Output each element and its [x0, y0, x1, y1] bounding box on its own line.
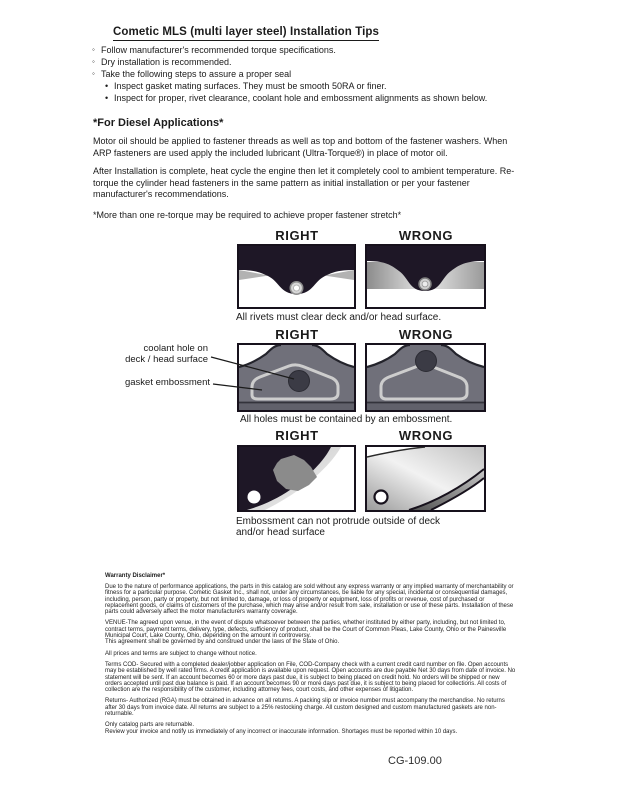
- page-code: CG-109.00: [388, 755, 442, 767]
- legal-paragraph: Returns- Authorized (RGA) must be obtained in advance on all returns. A packing slip or invoice number must accompany the merchandise. No returns after 30 days from invoice date. All returns are subject to a 25% restocking charge. All custom designed and custom manufactured gaskets are non-returnable.: [105, 698, 505, 718]
- caption-line: and/or head surface: [236, 527, 325, 538]
- tip-item: [92, 68, 532, 80]
- bolt-hole: [375, 491, 388, 504]
- legal-paragraph: Terms COD- Secured with a completed dealer/jobber application on File, COD-Company check with a current credit card number on file. Open accounts may be established by well rated firms. A credit application is available upon request. Open accounts are due payable Net 30 days from date of invoice. No statement will be sent. If an account becomes 60 or more days past due, it is subject to being placed on credit hold. No orders will be shipped or new orders accepted until past due balance is paid. If an account becomes 90 or more days past due, it is subject to being placed for collections. All costs of collection are the responsibility of the customer, including attorney fees, court costs, and other expenses of litigation.: [105, 661, 516, 694]
- pair1-caption: All rivets must clear deck and/or head surface.: [236, 312, 442, 323]
- rivet-clearance-right-illustration: [239, 246, 354, 307]
- tip-text: Inspect gasket mating surfaces. They must be smooth 50RA or finer.: [114, 81, 387, 91]
- coolant-hole-wrong-illustration: [367, 345, 484, 410]
- gasket-embossment-annotation: [108, 378, 210, 389]
- legal-paragraph: Due to the nature of performance applications, the parts in this catalog are sold without any express warranty or any implied warranty of merchantability or fitness for a particular purpose. Cometic Gasket Inc., shall not, under any circumstances, be liable for any special, incidental or consequential damages, including, person, party or property, but not limited to, damage, or loss of property or equipment, loss of profits or revenue, cost of purchased or replacement goods, or claims of customers of the purchase, which may arise and/or result from sale, installation or use of these parts. Installation of these parts could adversely affect the motor manufacturers warranty coverage.: [105, 584, 514, 616]
- tip-sub-item: [105, 92, 532, 104]
- rivet-center: [294, 285, 300, 291]
- retorque-note: *More than one re-torque may be required to achieve proper fastener stretch*: [93, 209, 402, 220]
- tip-text: Take the following steps to assure a proper seal: [101, 69, 292, 79]
- tip-text: Dry installation is recommended.: [101, 57, 232, 67]
- page-title: Cometic MLS (multi layer steel) Installation Tips: [113, 26, 379, 41]
- pair2-caption: All holes must be contained by an embossment.: [240, 414, 453, 425]
- annotation-line: gasket embossment: [124, 377, 210, 388]
- legal-paragraph: Only catalog parts are returnable.: [105, 722, 195, 729]
- gasket-lower-strip: [239, 403, 354, 410]
- diesel-paragraph: After Installation is complete, heat cycle the engine then let it completely cool to ambient temperature. Re-torque the cylinder head fasteners in the same pattern as initial installation or per your fastener manufacturer's recommendations.: [93, 166, 515, 199]
- diagram-pair3-right: [237, 445, 356, 512]
- pair3-wrong-label: WRONG: [398, 428, 454, 443]
- pair3-caption: [236, 516, 476, 538]
- open-bullet-icon: ◦: [92, 45, 95, 54]
- diagram-pair1-right: [237, 244, 356, 309]
- tip-item: [92, 44, 532, 56]
- pair3-right-label: RIGHT: [275, 428, 319, 443]
- annotation-line: coolant hole on: [143, 343, 208, 354]
- rivet-clearance-wrong-illustration: [367, 246, 484, 307]
- bullet-icon: •: [105, 81, 109, 91]
- rivet-center: [422, 281, 428, 287]
- coolant-hole: [289, 371, 310, 392]
- coolant-hole-annotation: [108, 344, 208, 365]
- legal-paragraph: Review your invoice and notify us immediately of any incorrect or inaccurate information. Shortages must be reported within 10 days.: [105, 728, 458, 735]
- warranty-disclaimer-section: [105, 573, 517, 740]
- gasket-lower-strip: [367, 403, 484, 410]
- embossment-right-illustration: [239, 447, 354, 510]
- embossment-wrong-illustration: [367, 447, 484, 510]
- caption-line: Embossment can not protrude outside of deck: [236, 516, 441, 527]
- installation-tips-list: [92, 44, 532, 104]
- bullet-icon: •: [105, 93, 109, 103]
- diagram-pair1-wrong: [365, 244, 486, 309]
- bolt-hole: [248, 491, 261, 504]
- pair1-wrong-label: WRONG: [398, 228, 454, 243]
- tip-sub-item: [105, 80, 532, 92]
- annotation-line: deck / head surface: [125, 353, 208, 365]
- open-bullet-icon: ◦: [92, 69, 95, 78]
- diesel-paragraph: Motor oil should be applied to fastener threads as well as top and bottom of the fastener washers. When ARP fasteners are used apply the included lubricant (Ultra-Torque®) in place of motor oil.: [93, 136, 508, 158]
- diagram-pair3-wrong: [365, 445, 486, 512]
- warranty-disclaimer-heading: Warranty Disclaimer*: [105, 573, 166, 579]
- pair2-wrong-label: WRONG: [398, 327, 454, 342]
- open-bullet-icon: ◦: [92, 57, 95, 66]
- pair1-right-label: RIGHT: [275, 228, 319, 243]
- legal-paragraph: All prices and terms are subject to change without notice.: [105, 650, 257, 657]
- pair2-right-label: RIGHT: [275, 327, 319, 342]
- coolant-hole: [416, 351, 437, 372]
- tip-text: Follow manufacturer's recommended torque specifications.: [101, 45, 336, 55]
- diagram-pair2-right: [237, 343, 356, 412]
- legal-paragraph: This agreement shall be governed by and construed under the laws of the State of Ohio.: [105, 639, 340, 646]
- diesel-applications-section: [93, 117, 525, 228]
- tip-text: Inspect for proper, rivet clearance, coolant hole and embossment alignments as shown below.: [114, 93, 488, 103]
- legal-paragraph: VENUE-The agreed upon venue, in the event of dispute whatsoever between the parties, whether instituted by either party, including, but not limited to, contract terms, payment terms, delivery, type, defects, sufficiency of product, shall be the Court of Common Pleas, Lake County, Ohio or the Painesville Municipal Court, Lake County, Ohio, depending on the amount in controversy.: [105, 620, 507, 640]
- tip-item: [92, 56, 532, 68]
- diesel-heading: *For Diesel Applications*: [93, 117, 224, 129]
- diagram-pair2-wrong: [365, 343, 486, 412]
- coolant-hole-right-illustration: [239, 345, 354, 410]
